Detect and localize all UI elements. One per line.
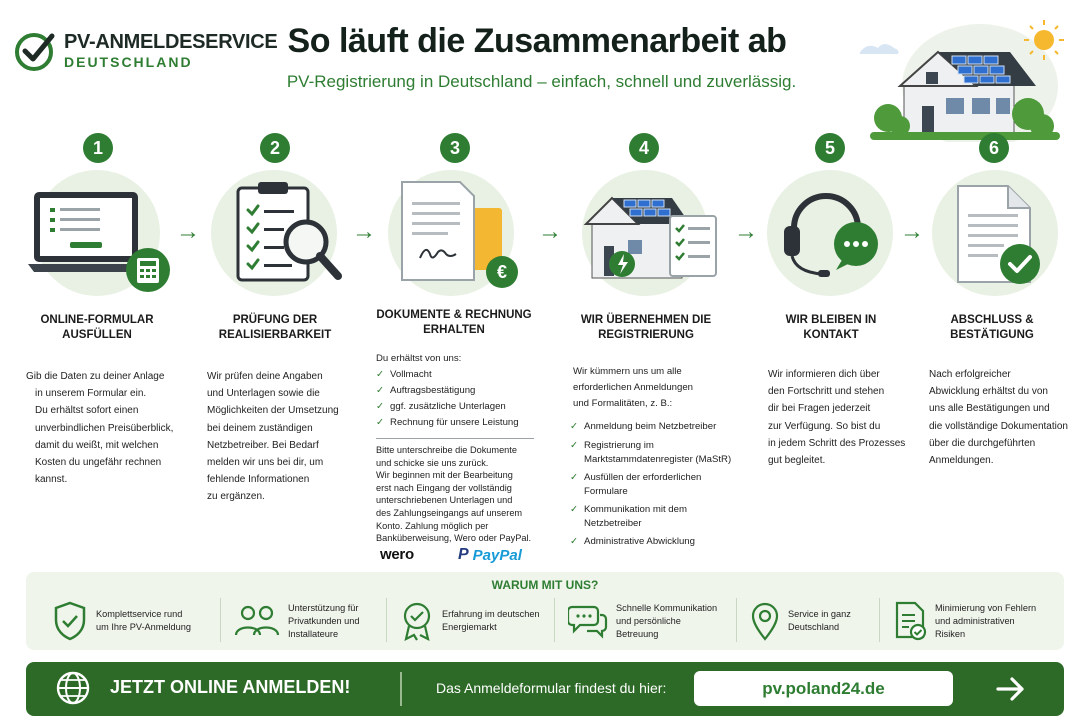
location-pin-icon [750,601,780,641]
step-4-checklist [570,420,750,549]
arrow-right-icon[interactable] [994,674,1028,704]
list-item: ✓ Registrierung im Marktstammdatenregister (MaStR) [570,440,732,465]
step-6-title: ABSCHLUSS & BESTÄTIGUNG [950,314,1034,341]
divider [220,598,221,642]
step-2-title: PRÜFUNG DER REALISIERBARKEIT [218,314,332,341]
paypal-icon: P [458,546,469,563]
list-item: ✓ ggf. zusätzliche Unterlagen [376,401,506,412]
wero-logo: wero [380,546,414,563]
svg-text:€: € [496,262,508,282]
why-item-support: Unterstützung für Privatkunden und Installateure [234,598,360,644]
step-5-title: WIR BLEIBEN IN KONTAKT [785,314,877,341]
checkmark-icon: ✓ [376,385,385,396]
chat-bubbles-icon [568,603,608,639]
why-us-title: WARUM MIT UNS? [491,578,599,592]
why-item-full-service: Komplettservice rund um Ihre PV-Anmeldung [52,598,191,644]
why-item-risk: Minimierung von Fehlern und administrativen Risiken [893,598,1036,644]
list-item: ✓ Anmeldung beim Netzbetreiber [570,421,717,432]
arrow-right-icon: → [538,218,562,245]
solar-house-illustration [860,14,1080,142]
list-item: ✓ Rechnung für unsere Leistung [376,417,519,428]
logo-text-line2: DEUTSCHLAND [64,54,193,70]
step-1-title: ONLINE-FORMULAR AUSFÜLLEN [40,314,154,341]
checkmark-icon: ✓ [376,401,385,412]
step-4-description: Wir kümmern uns um alle erforderlichen Anmeldungen und Formalitäten, z. B.: [573,366,694,409]
checkmark-icon: ✓ [376,369,385,380]
list-item: ✓ Vollmacht [376,369,432,380]
step-3-number: 3 [440,133,470,163]
globe-icon [55,670,91,706]
step-1-description: Gib die Daten zu deiner Anlage in unserem Formular ein. Du erhältst sofort einen unverbindlichen Preisüberblick, damit du weißt, mit welchen Kosten du ungefähr rechnen kannst. [26,371,174,486]
checkmark-icon: ✓ [570,472,579,483]
people-icon [234,603,280,639]
step-2-number: 2 [260,133,290,163]
checkmark-icon: ✓ [570,504,579,515]
why-item-germany: Service in ganz Deutschland [750,598,851,644]
list-item: ✓ Administrative Abwicklung [570,536,695,547]
logo-text-line1: PV-ANMELDESERVICE [64,31,278,53]
document-check-icon [950,182,1046,290]
divider [554,598,555,642]
cta-register-button[interactable]: JETZT ONLINE ANMELDEN! [110,677,351,697]
step-6-description: Nach erfolgreicher Abwicklung erhältst du von uns alle Bestätigungen und die vollständige Dokumentation über die durchgeführten Anmeldungen. [929,369,1068,467]
list-item: ✓ Auftragsbestätigung [376,385,476,396]
step-6-number: 6 [979,133,1009,163]
why-item-experience: Erfahrung im deutschen Energiemarkt [400,598,540,644]
step-5-number: 5 [815,133,845,163]
page-title: So läuft die Zusammenarbeit ab [287,22,787,60]
list-item: ✓ Ausfüllen der erforderlichen Formulare [570,472,702,497]
divider [400,672,402,706]
documents-euro-icon [396,178,526,288]
award-badge-icon [400,601,434,641]
checkmark-icon: ✓ [570,421,579,432]
house-registration-icon [572,182,722,282]
page-subtitle: PV-Registrierung in Deutschland – einfach, schnell und zuverlässig. [286,72,797,91]
divider [386,598,387,642]
headset-chat-icon [776,182,888,286]
why-item-communication: Schnelle Kommunikation und persönliche Betreuung [568,598,717,644]
step-4-number: 4 [629,133,659,163]
checkmark-icon: ✓ [570,536,579,547]
step-5-description: Wir informieren dich über den Fortschritt und stehen dir bei Fragen jederzeit zur Verfügung. So bist du in jedem Schritt des Prozesses gut begleitet. [768,369,906,467]
divider [736,598,737,642]
arrow-right-icon: → [900,218,924,245]
divider [879,598,880,642]
step-3-note: Bitte unterschreibe die Dokumente und schicke sie uns zurück. Wir beginnen mit der Bearbeitung erst nach Eingang der vollständig unterschriebenen Unterlagen und des Zahlungseingangs auf unserem Konto. Zahlung möglich per Banküberweisung, Wero oder PayPal. [376,445,532,544]
step-3-description: Du erhältst von uns: ✓ Vollmacht ✓ Auftragsbestätigung ✓ ggf. zusätzliche Unterlagen ✓ Rechnung für unsere Leistung [376,351,546,431]
list-item: ✓ Kommunikation mit dem Netzbetreiber [570,504,687,529]
arrow-right-icon: → [176,218,200,245]
step-4-title: WIR ÜBERNEHMEN DIE REGISTRIERUNG [580,314,712,341]
cta-hint-text: Das Anmeldeformular findest du hier: [436,680,667,696]
paypal-logo: P PayPal [458,546,522,564]
document-check-icon [893,601,927,641]
shield-check-icon [52,601,88,641]
clipboard-magnifier-icon [228,180,344,290]
step-3-title: DOKUMENTE & RECHNUNG ERHALTEN [376,309,532,336]
laptop-form-icon [28,186,174,292]
step-1-number: 1 [83,133,113,163]
divider [376,438,534,439]
url-link[interactable]: pv.poland24.de [694,671,953,706]
checkmark-icon: ✓ [570,440,579,451]
checkmark-icon: ✓ [376,417,385,428]
step-2-description: Wir prüfen deine Angaben und Unterlagen sowie die Möglichkeiten der Umsetzung bei deinem zuständigen Netzbetreiber. Bei Bedarf melden wir uns bei dir, um fehlende Informationen zu ergänzen. [207,371,339,503]
arrow-right-icon: → [352,218,376,245]
arrow-right-icon: → [734,218,758,245]
